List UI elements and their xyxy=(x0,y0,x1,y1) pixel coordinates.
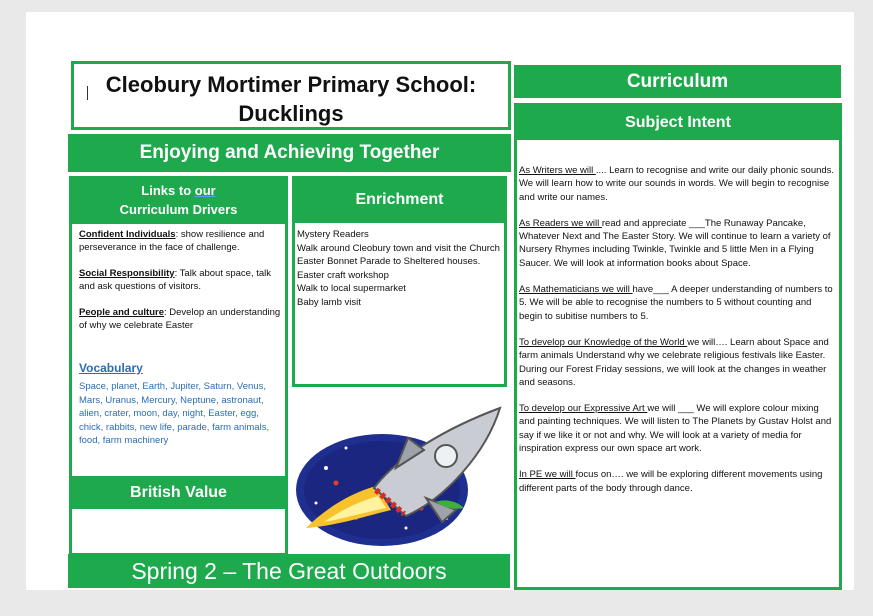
rocket-window xyxy=(435,445,457,467)
intent-lead: As Readers we will xyxy=(519,217,602,229)
curriculum-drivers xyxy=(79,228,281,345)
enrichment-heading: Enrichment xyxy=(292,176,507,223)
banner: Enjoying and Achieving Together xyxy=(68,134,511,172)
page-title xyxy=(74,70,508,128)
intent-paragraph xyxy=(519,336,837,389)
driver-text: : Develop an understanding of why we celebrate Easter xyxy=(79,307,281,331)
british-value-heading: British Value xyxy=(69,476,288,509)
vocabulary-list: Space, planet, Earth, Jupiter, Saturn, Venus, Mars, Uranus, Mercury, Neptune, astronaut, alien, crater, moon, day, night, Easter, egg, chick, rabbits, new life, parade, farm animals, food, farm machinery xyxy=(79,381,270,446)
footer-term-title: Spring 2 – The Great Outdoors xyxy=(68,554,510,588)
intent-body: focus on…. we will be exploring different movements using different parts of the body through dance. xyxy=(519,469,823,494)
intent-lead: As Writers we will xyxy=(519,165,596,176)
enrichment-item: Walk around Cleobury town and visit the Church xyxy=(297,242,500,254)
vocabulary-heading: Vocabulary xyxy=(79,361,143,375)
subject-intent-text xyxy=(519,164,837,508)
driver-item xyxy=(79,267,281,293)
driver-text: : show resilience and perseverance in the face of challenge. xyxy=(79,229,265,253)
enrichment-item: Baby lamb visit xyxy=(297,296,361,308)
links-heading-our: our xyxy=(194,183,216,198)
driver-text: : Talk about space, talk and ask questions of visitors. xyxy=(79,268,272,292)
driver-label: Social Responsibility xyxy=(79,268,175,279)
curriculum-heading: Curriculum xyxy=(514,65,841,98)
enrichment-list xyxy=(297,228,503,309)
intent-body: we will ___ We will explore colour mixing and painting techniques. We will listen to The Planets by Gustav Holst and say if we like it or not and why. We will look at a variety of media for inspiration express our own space art work. xyxy=(519,403,832,455)
driver-label: People and culture xyxy=(79,307,164,318)
subject-intent-heading: Subject Intent xyxy=(514,103,842,143)
rocket-image xyxy=(296,398,506,548)
driver-item xyxy=(79,228,281,254)
intent-body: have___ A deeper understanding of numbers to 5. We will be able to recognise the numbers to 5 without counting and begin to subitise numbers to 5. xyxy=(519,284,833,322)
links-heading-line-1 xyxy=(141,181,215,200)
driver-item xyxy=(79,306,281,332)
driver-label: Confident Individuals xyxy=(79,229,176,240)
intent-paragraph xyxy=(519,217,837,270)
intent-lead: In PE we will xyxy=(519,469,576,481)
intent-paragraph xyxy=(519,164,837,204)
links-heading-pre: Links to xyxy=(141,183,195,198)
links-heading-line-2: Curriculum Drivers xyxy=(119,202,238,217)
intent-body: read and appreciate ___The Runaway Pancake, Whatever Next and The Easter Story. We will continue to learn a variety of Nursery Rhymes including Twinkle, Twinkle and 5 little Men in a Flying Saucer. We will look at information books about Space. xyxy=(519,217,831,269)
enrichment-item: Easter Bonnet Parade to Sheltered houses. xyxy=(297,256,481,267)
intent-paragraph xyxy=(519,283,837,323)
title-line-2: Ducklings xyxy=(238,101,344,126)
title-box xyxy=(71,61,511,130)
intent-body: we will…. Learn about Space and farm animals Understand why we celebrate religious festivals like Easter. During our Forest Friday sessions, we will look at the changes in weather and seasons. xyxy=(519,336,829,388)
intent-lead: To develop our Expressive Art xyxy=(519,403,648,415)
enrichment-item: Mystery Readers xyxy=(297,229,369,240)
intent-body: .... Learn to recognise and write our daily phonic sounds. We will learn how to write our sounds in words. We will begin to recognise and write our names. xyxy=(519,165,835,203)
intent-lead: As Mathematicians we will xyxy=(519,284,633,296)
intent-lead: To develop our Knowledge of the World xyxy=(519,336,688,348)
intent-paragraph xyxy=(519,402,837,455)
title-line-1: Cleobury Mortimer Primary School: xyxy=(105,72,477,97)
enrichment-item: Walk to local supermarket xyxy=(297,283,406,294)
intent-paragraph xyxy=(519,468,837,495)
enrichment-item: Easter craft workshop xyxy=(297,269,389,281)
links-heading xyxy=(69,176,288,224)
